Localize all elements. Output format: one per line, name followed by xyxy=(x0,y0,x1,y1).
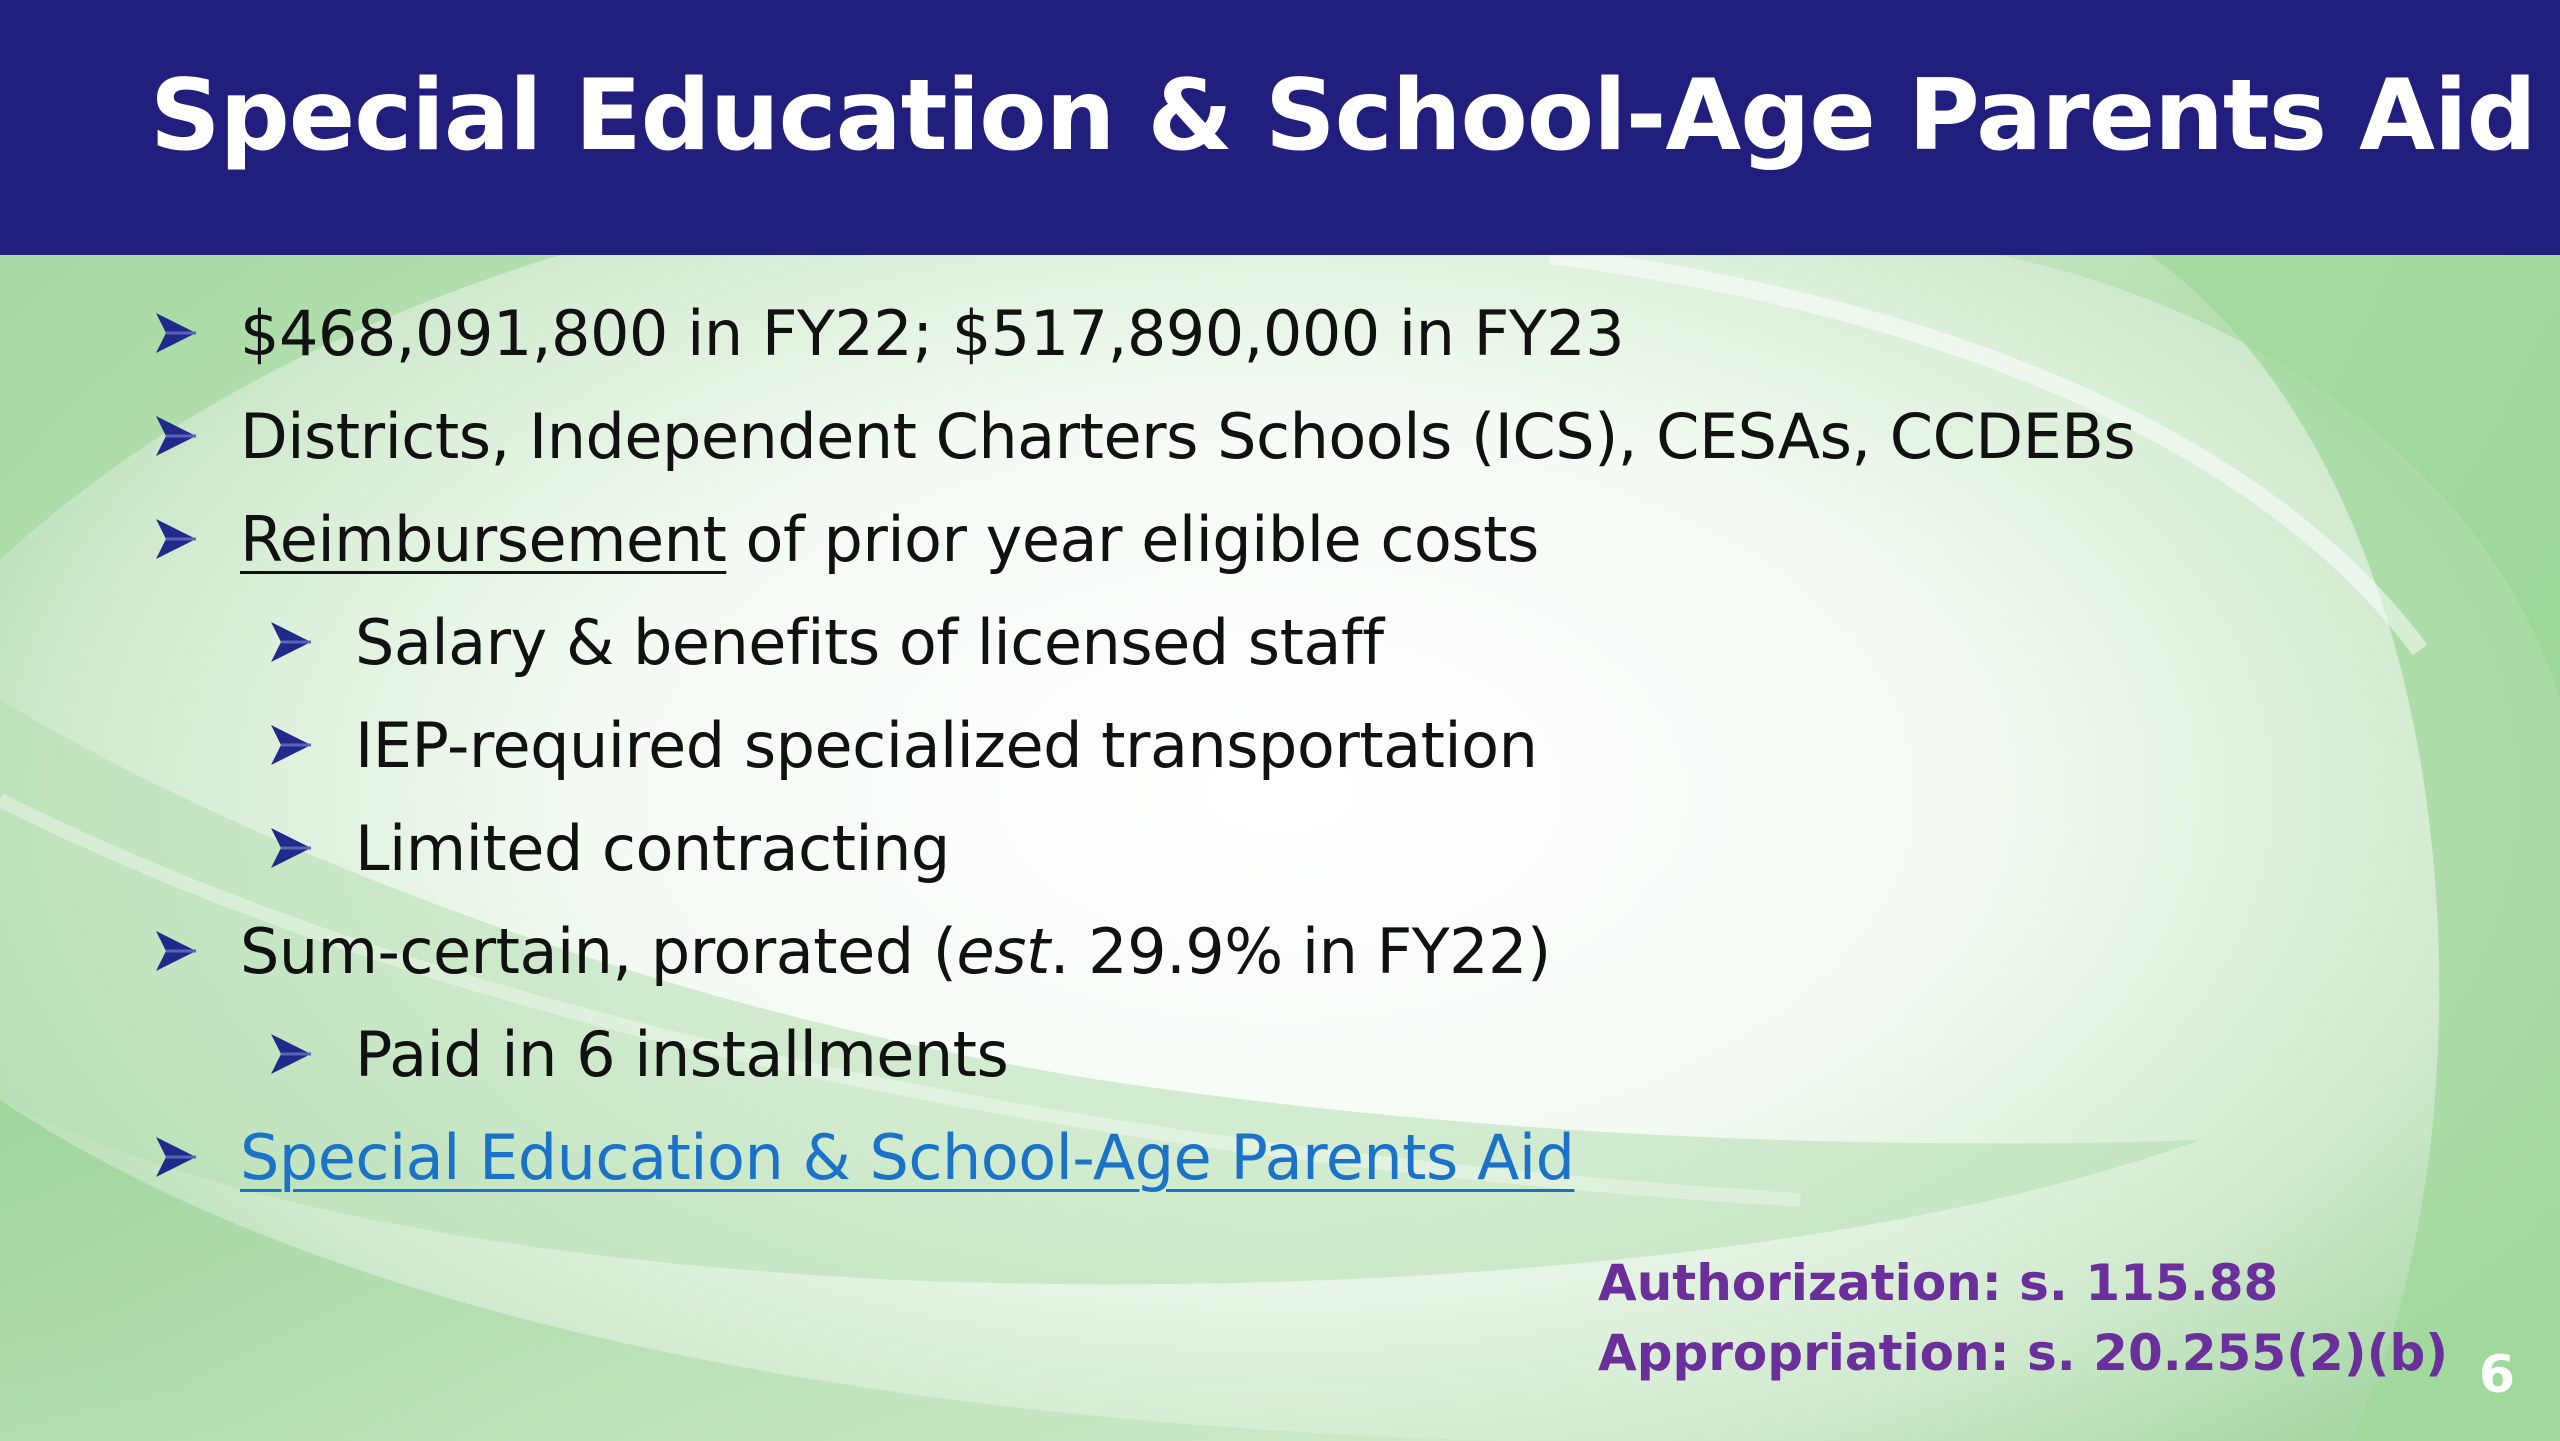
bullet-text: Limited contracting xyxy=(355,811,950,885)
bullet-text: Salary & benefits of licensed staff xyxy=(355,605,1384,679)
arrow-bullet-icon xyxy=(150,489,240,589)
title-bar xyxy=(0,0,2560,255)
page-number: 6 xyxy=(2478,1345,2515,1405)
bullet-text: Paid in 6 installments xyxy=(355,1017,1009,1091)
arrow-bullet-icon xyxy=(150,1107,240,1207)
arrow-bullet-icon xyxy=(265,1004,355,1104)
bullet-funding xyxy=(150,283,1624,383)
bullet-salary xyxy=(265,592,1384,692)
reimbursement-term: Reimbursement xyxy=(240,502,727,576)
bullet-text-before: Sum-certain, prorated ( xyxy=(240,914,957,988)
appropriation-reference: Appropriation: s. 20.255(2)(b) xyxy=(1598,1324,2449,1382)
bullet-text-after: . 29.9% in FY22) xyxy=(1049,914,1551,988)
bullet-text-italic: est xyxy=(956,914,1050,988)
bullet-recipients xyxy=(150,386,2135,486)
bullet-contracting xyxy=(265,798,950,898)
arrow-bullet-icon xyxy=(265,798,355,898)
bullet-reimbursement xyxy=(150,489,1539,589)
bullet-installments xyxy=(265,1004,1008,1104)
bullet-text: of prior year eligible costs xyxy=(726,502,1539,576)
arrow-bullet-icon xyxy=(265,592,355,692)
bullet-text: IEP-required specialized transportation xyxy=(355,708,1538,782)
bullet-transportation xyxy=(265,695,1537,795)
program-link[interactable]: Special Education & School-Age Parents Aid xyxy=(240,1120,1575,1194)
statutory-references xyxy=(1598,1248,2448,1388)
authorization-reference: Authorization: s. 115.88 xyxy=(1598,1254,2279,1312)
arrow-bullet-icon xyxy=(150,901,240,1001)
bullet-text: Districts, Independent Charters Schools (ICS), CESAs, CCDEBs xyxy=(240,399,2136,473)
arrow-bullet-icon xyxy=(265,695,355,795)
slide-title: Special Education & School-Age Parents Aid xyxy=(150,59,2536,173)
arrow-bullet-icon xyxy=(150,283,240,383)
bullet-proration xyxy=(150,901,1551,1001)
arrow-bullet-icon xyxy=(150,386,240,486)
bullet-link xyxy=(150,1107,1574,1207)
bullet-text: $468,091,800 in FY22; $517,890,000 in FY23 xyxy=(240,296,1625,370)
